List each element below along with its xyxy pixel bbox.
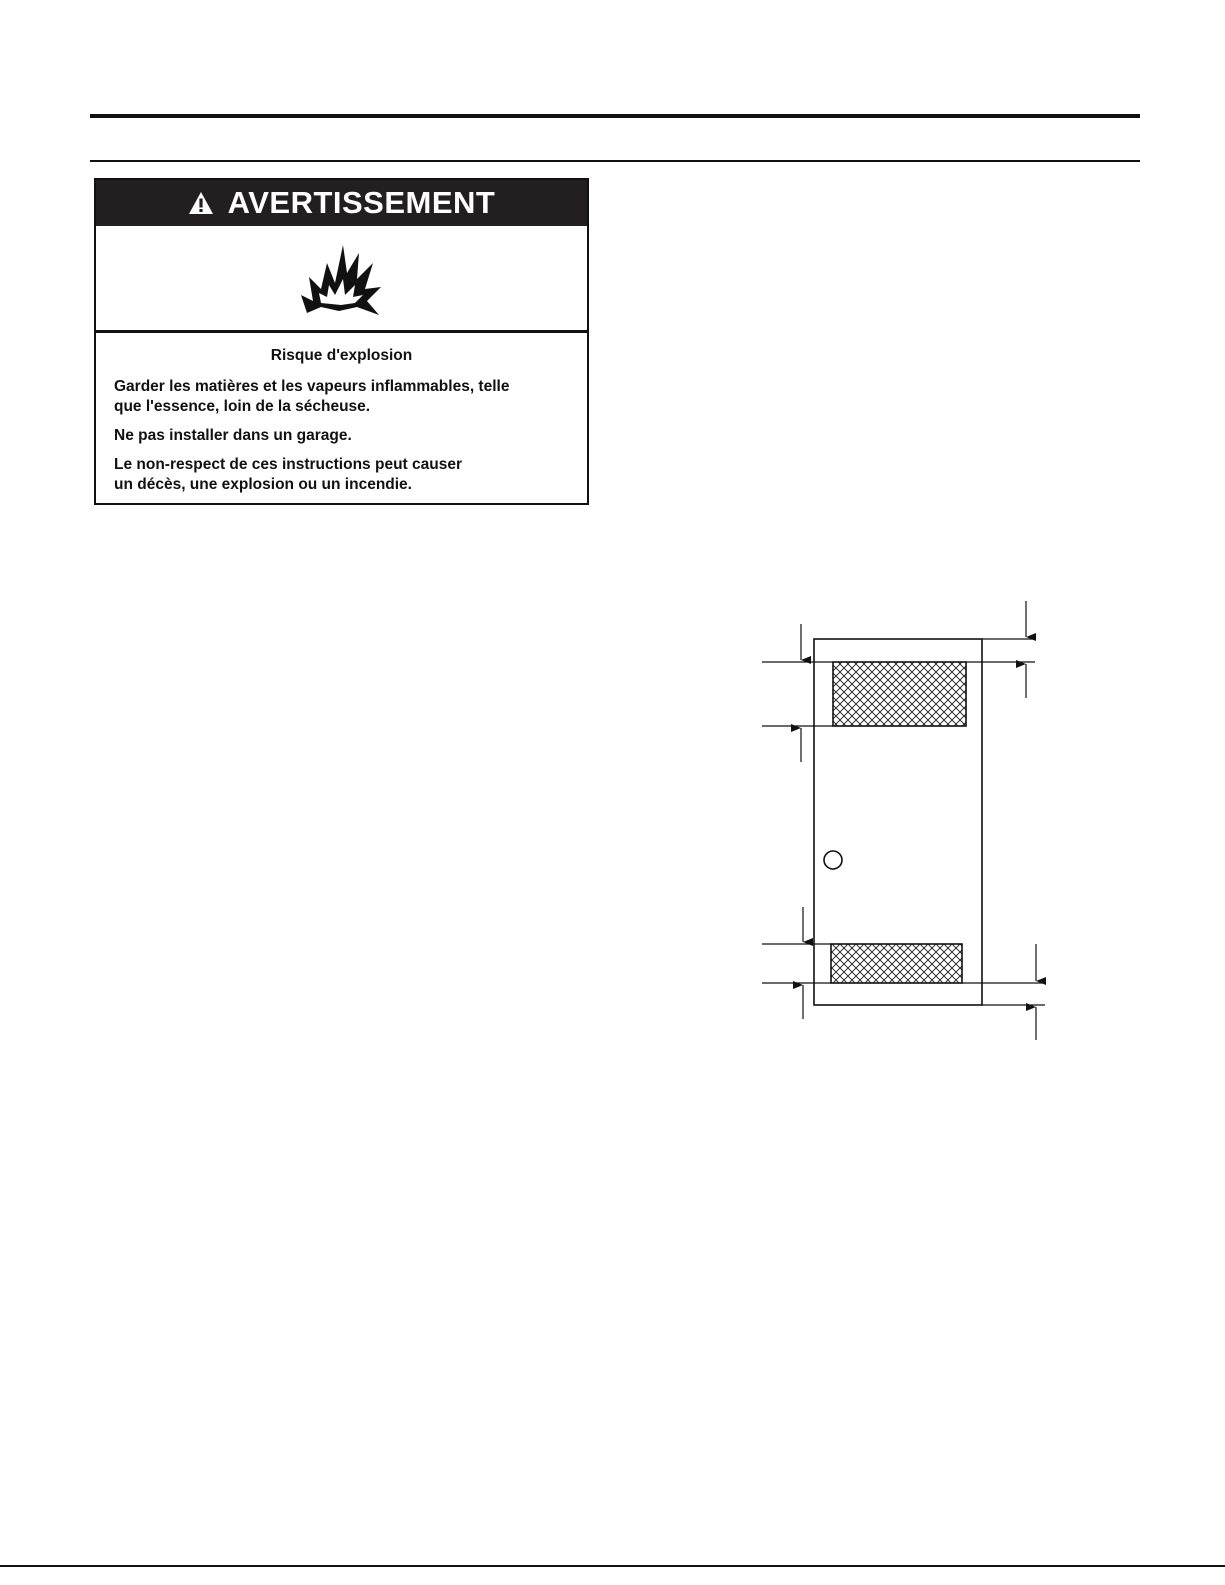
bottom-vent-opening — [831, 944, 962, 983]
footer-rule — [0, 1565, 1225, 1567]
warning-line: Ne pas installer dans un garage. — [114, 427, 352, 444]
dimension-right-top — [966, 601, 1035, 698]
top-vent-opening — [833, 662, 966, 726]
dimension-right-bottom — [962, 944, 1045, 1040]
dimension-left-top — [762, 624, 833, 762]
warning-line: que l'essence, loin de la sécheuse. — [114, 398, 371, 415]
door-knob — [824, 851, 842, 869]
warning-title: AVERTISSEMENT — [227, 185, 496, 220]
warning-line: Le non-respect de ces instructions peut causer — [114, 456, 462, 473]
warning-line: Garder les matières et les vapeurs inflammables, telle — [114, 378, 510, 395]
hazard-title: Risque d'explosion — [270, 347, 413, 364]
dimension-left-bottom — [762, 907, 831, 1019]
warning-line: un décès, une explosion ou un incendie. — [114, 476, 412, 493]
